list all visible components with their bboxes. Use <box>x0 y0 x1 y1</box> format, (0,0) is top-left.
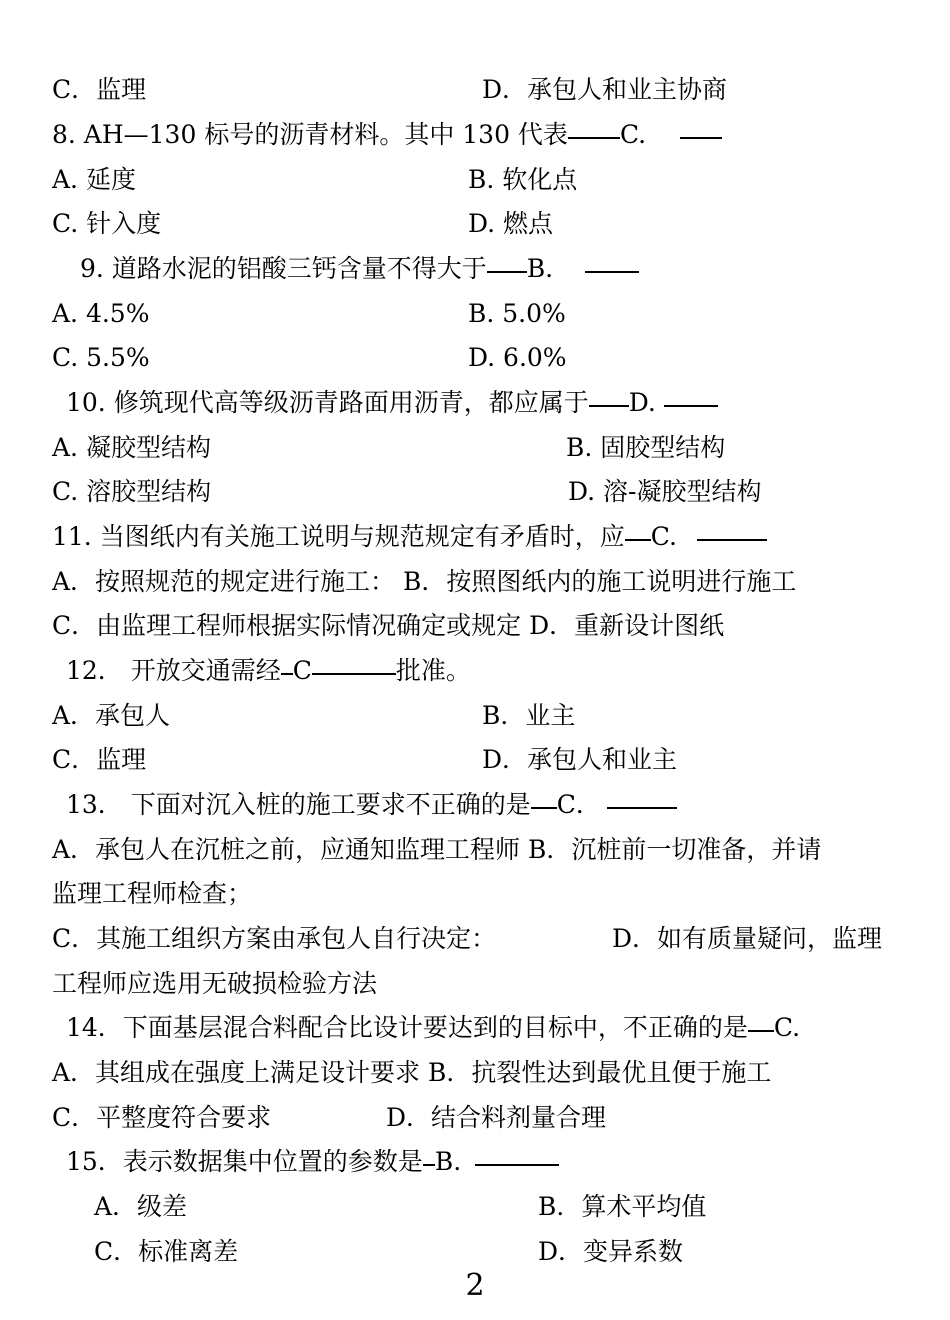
answer-text: C. <box>619 120 647 149</box>
option-a: A．承包人 <box>52 701 171 730</box>
answer-blank <box>281 673 293 675</box>
option-c: C．监理 <box>52 745 147 774</box>
answer-blank <box>664 405 718 407</box>
option-c: C. 5.5% <box>52 343 150 372</box>
answer-blank <box>568 137 620 139</box>
question-text: 8. AH—130 标号的沥青材料。其中 130 代表 <box>52 120 568 149</box>
option-b: B. 固胶型结构 <box>566 433 726 462</box>
question-text: 11. 当图纸内有关施工说明与规范规定有矛盾时，应 <box>52 522 625 551</box>
option-c: C．其施工组织方案由承包人自行决定： <box>52 924 497 953</box>
answer-blank <box>423 1164 435 1166</box>
option-c: C. 溶胶型结构 <box>52 477 212 506</box>
option-a: A．级差 <box>94 1192 188 1221</box>
option-d: D．如有质量疑问，监理 <box>612 924 883 953</box>
answer-text: B. <box>526 254 554 283</box>
answer-blank <box>748 1030 774 1032</box>
option-a: A. 4.5% <box>52 299 150 328</box>
option-d: D．承包人和业主协商 <box>482 75 728 104</box>
answer-text: C. <box>650 522 677 551</box>
option-d: D. 6.0% <box>468 343 567 372</box>
question-text: 13． 下面对沉入桩的施工要求不正确的是 <box>66 790 531 819</box>
answer-blank <box>589 405 629 407</box>
option-ab: A．其组成在强度上满足设计要求 B．抗裂性达到最优且便于施工 <box>52 1058 772 1087</box>
option-a: A. 凝胶型结构 <box>52 433 211 462</box>
answer-blank <box>475 1164 559 1166</box>
answer-text: C <box>292 656 312 685</box>
question-text: 12． 开放交通需经 <box>66 656 281 685</box>
answer-blank <box>625 539 651 541</box>
option-d: D．承包人和业主 <box>482 745 678 774</box>
question-text: 9. 道路水泥的铝酸三钙含量不得大于 <box>80 254 487 283</box>
answer-blank <box>585 271 639 273</box>
option-d: D．变异系数 <box>538 1237 684 1266</box>
answer-blank <box>697 539 767 541</box>
option-b: B．业主 <box>482 701 576 730</box>
answer-text: B. <box>434 1147 462 1176</box>
answer-text: C． <box>556 790 601 819</box>
answer-text: C. <box>773 1013 801 1042</box>
option-ab: A．承包人在沉桩之前，应通知监理工程师 B．沉桩前一切准备，并请 <box>52 835 822 864</box>
option-b: B. 软化点 <box>468 165 578 194</box>
answer-blank <box>487 271 527 273</box>
option-b: B．算术平均值 <box>538 1192 707 1221</box>
question-text-after: 批准。 <box>395 656 471 685</box>
option-d-continued: 工程师应选用无破损检验方法 <box>52 969 378 998</box>
answer-blank <box>531 807 557 809</box>
answer-blank <box>312 673 396 675</box>
option-ab: A．按照规范的规定进行施工： B．按照图纸内的施工说明进行施工 <box>52 567 797 596</box>
question-text: 14．下面基层混合料配合比设计要达到的目标中，不正确的是 <box>66 1013 748 1042</box>
option-cd: C．由监理工程师根据实际情况确定或规定 D．重新设计图纸 <box>52 611 725 640</box>
option-ab-continued: 监理工程师检查； <box>52 879 253 908</box>
option-c: C．监理 <box>52 75 147 104</box>
option-d: D. 溶-凝胶型结构 <box>568 477 762 506</box>
option-d: D. 燃点 <box>468 209 554 238</box>
option-c: C．标准离差 <box>94 1237 239 1266</box>
option-d: D．结合料剂量合理 <box>386 1103 607 1132</box>
question-text: 15．表示数据集中位置的参数是 <box>66 1147 423 1176</box>
option-c: C. 针入度 <box>52 209 162 238</box>
page-number: 2 <box>465 1268 485 1303</box>
option-c: C．平整度符合要求 <box>52 1103 272 1132</box>
question-text: 10. 修筑现代高等级沥青路面用沥青，都应属于 <box>66 388 589 417</box>
answer-text: D. <box>628 388 656 417</box>
answer-blank <box>680 137 722 139</box>
option-b: B. 5.0% <box>468 299 566 328</box>
option-a: A. 延度 <box>52 165 136 194</box>
answer-blank <box>607 807 677 809</box>
